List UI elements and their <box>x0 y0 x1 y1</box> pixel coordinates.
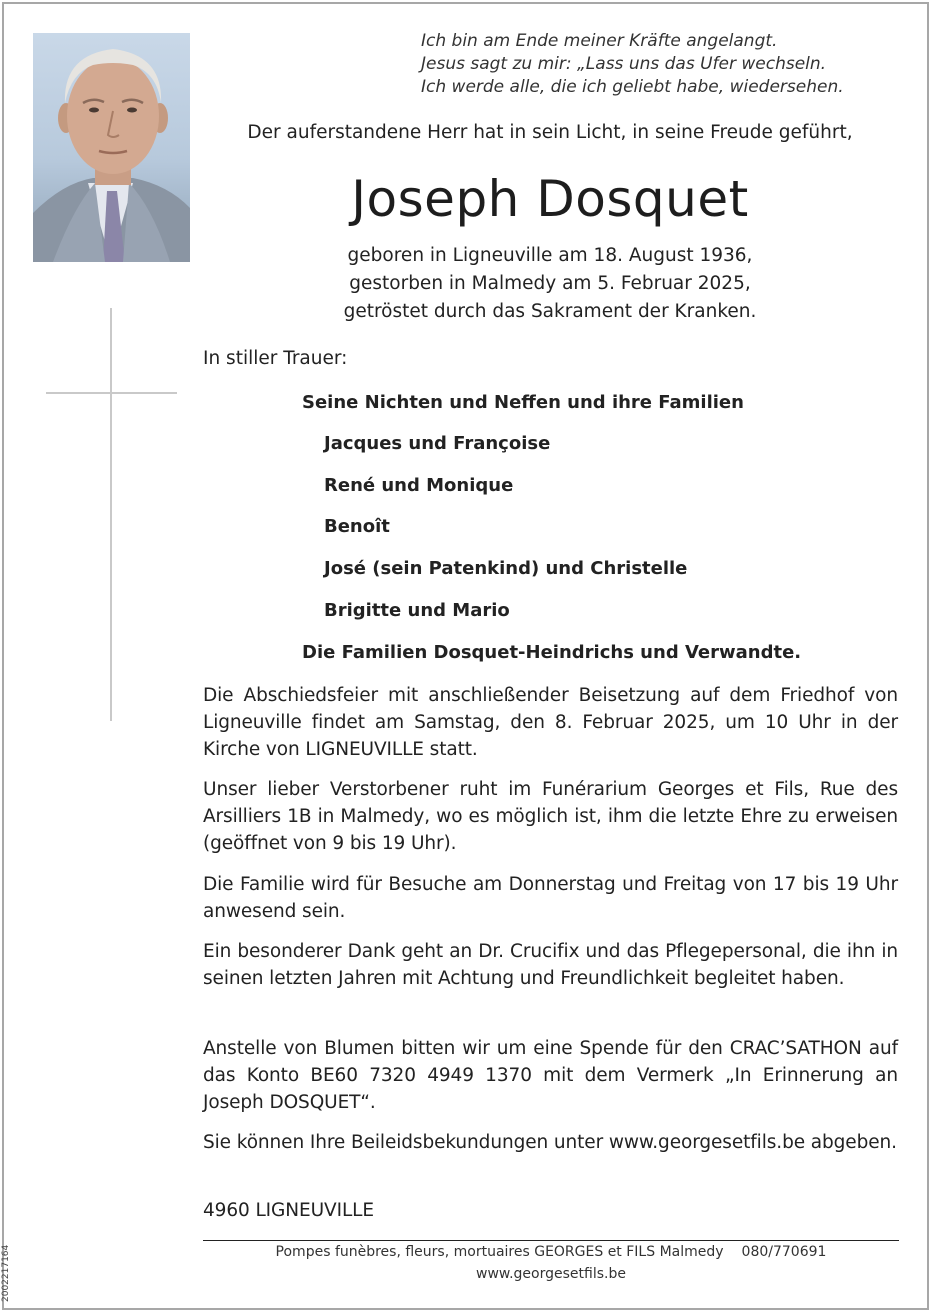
family-member: Brigitte und Mario <box>324 600 510 621</box>
funerarium-paragraph: Unser lieber Verstorbener ruht im Funérarium Georges et Fils, Rue des Arsilliers 1B in Malmedy, wo es möglich ist, ihm die letzte Ehre zu erweisen (geöffnet von 9 bis 19 Uhr). <box>203 779 898 854</box>
ceremony-paragraph: Die Abschiedsfeier mit anschließender Beisetzung auf dem Friedhof von Ligneuville findet am Samstag, den 8. Februar 2025, um 10 Uhr in der Kirche von LIGNEUVILLE statt. <box>203 685 898 760</box>
reference-number: 2002217164 <box>1 1244 11 1302</box>
life-dates <box>200 242 900 326</box>
deceased-name: Joseph Dosquet <box>351 170 749 228</box>
footer-website[interactable]: www.georgesetfils.be <box>476 1266 626 1282</box>
footer-divider <box>203 1240 899 1241</box>
quote-line: Ich werde alle, die ich geliebt habe, wiedersehen. <box>421 77 844 97</box>
quote-line: Jesus sagt zu mir: „Lass uns das Ufer wechseln. <box>421 54 827 74</box>
quote-block <box>421 30 901 99</box>
intro-text: Der auferstandene Herr hat in sein Licht, in seine Freude geführt, <box>247 122 853 143</box>
condolence-paragraph: Sie können Ihre Beileidsbekundungen unter www.georgesetfils.be abgeben. <box>203 1132 897 1153</box>
family-member: Benoît <box>324 516 390 537</box>
sacrament-line: getröstet durch das Sakrament der Kranken. <box>343 301 757 322</box>
portrait-photo <box>33 33 190 262</box>
cross-vertical-bar <box>110 308 112 721</box>
family-heading: Seine Nichten und Neffen und ihre Familien <box>302 392 744 413</box>
quote-line: Ich bin am Ende meiner Kräfte angelangt. <box>421 31 778 51</box>
family-member: José (sein Patenkind) und Christelle <box>324 558 688 579</box>
family-member: René und Monique <box>324 475 514 496</box>
footer-company-name: Pompes funèbres, fleurs, mortuaires GEORGES et FILS Malmedy <box>275 1244 724 1260</box>
donation-paragraph: Anstelle von Blumen bitten wir um eine Spende für den CRAC’SATHON auf das Konto BE60 7320 4949 1370 mit dem Vermerk „In Erinnerung an Joseph DOSQUET“. <box>203 1038 898 1113</box>
family-member: Jacques und Françoise <box>324 433 551 454</box>
footer-phone: 080/770691 <box>741 1244 827 1260</box>
footer-company <box>203 1244 899 1260</box>
thanks-paragraph: Ein besonderer Dank geht an Dr. Crucifix und das Pflegepersonal, die ihn in seinen letzten Jahren mit Achtung und Freundlichkeit begleitet haben. <box>203 941 898 989</box>
cross-horizontal-bar <box>46 392 177 394</box>
death-line: gestorben in Malmedy am 5. Februar 2025, <box>349 273 751 294</box>
family-closing: Die Familien Dosquet-Heindrichs und Verwandte. <box>302 642 802 663</box>
address: 4960 LIGNEUVILLE <box>203 1200 374 1221</box>
visits-paragraph: Die Familie wird für Besuche am Donnerstag und Freitag von 17 bis 19 Uhr anwesend sein. <box>203 874 898 922</box>
mourning-label: In stiller Trauer: <box>203 348 348 369</box>
birth-line: geboren in Ligneuville am 18. August 1936, <box>347 245 753 266</box>
